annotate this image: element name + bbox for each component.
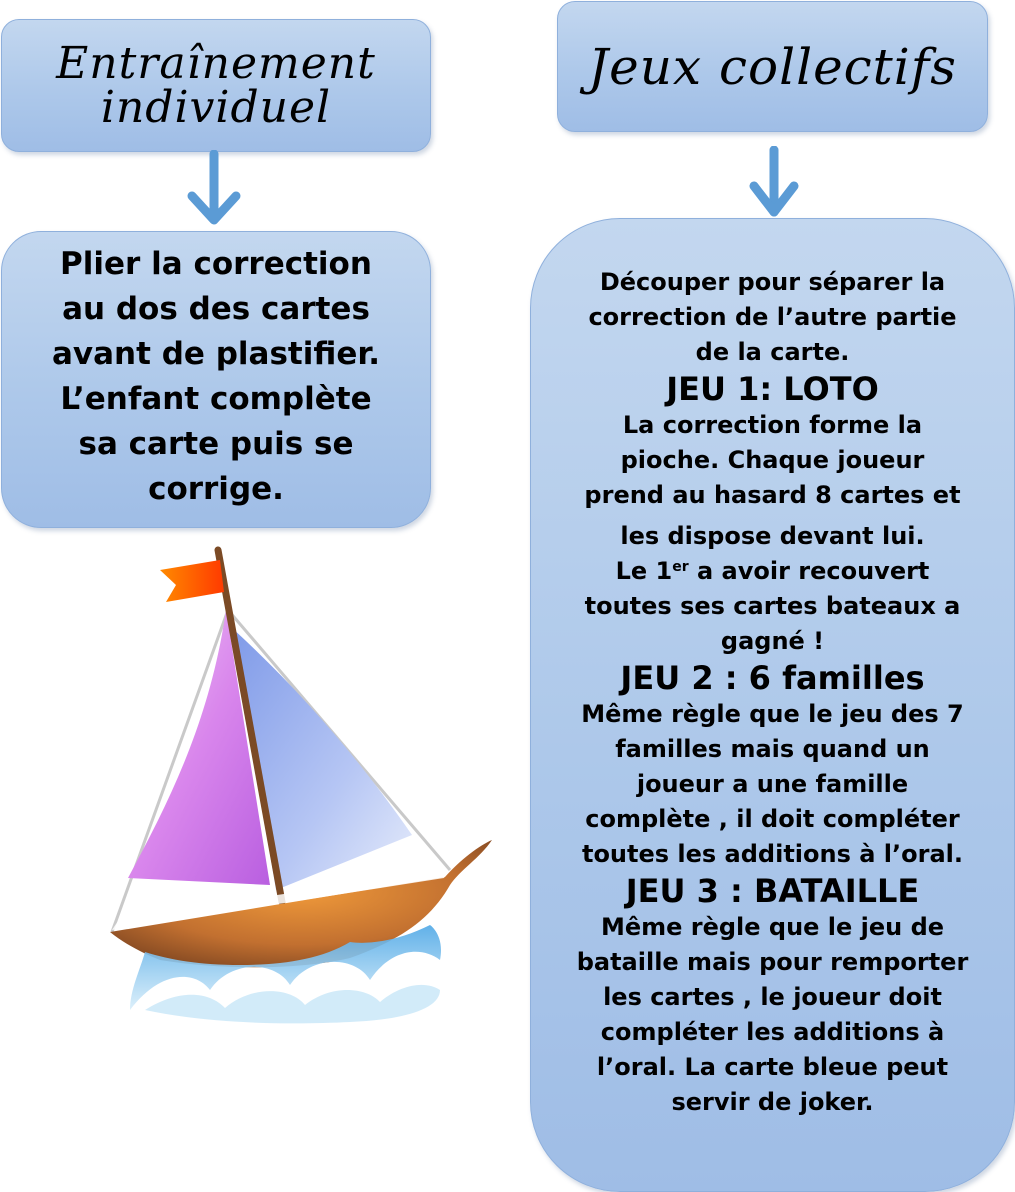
game-1-line: les dispose devant lui. (620, 522, 925, 550)
game-1-winner-line (616, 554, 930, 589)
winner-superscript: er (672, 559, 689, 575)
group-games-card (530, 218, 1015, 1192)
game-2-line: familles mais quand un (615, 735, 930, 763)
flag-icon (160, 560, 224, 602)
instruction-line: sa carte puis se (78, 425, 354, 462)
game-2-line: Même règle que le jeu des 7 (581, 700, 964, 728)
arrow-down-icon (744, 146, 804, 226)
individual-training-header (1, 19, 431, 152)
water-foam (145, 985, 440, 1023)
game-3-line: bataille mais pour remporter (576, 948, 969, 976)
intro-line: Découper pour séparer la (599, 268, 946, 296)
title-line-2: individuel (100, 81, 332, 133)
game-1-line: prend au hasard 8 cartes et (584, 481, 961, 509)
game-2-line: joueur a une famille (636, 770, 909, 798)
intro-line: correction de l’autre partie (588, 303, 957, 331)
individual-instructions-card (1, 231, 431, 528)
winner-suffix: a avoir recouvert (688, 557, 930, 585)
instruction-line: L’enfant complète (60, 380, 372, 417)
game-1-line: pioche. Chaque joueur (620, 446, 925, 474)
sailboat-illustration (100, 540, 500, 1040)
game-3-line: compléter les additions à (600, 1018, 945, 1046)
individual-training-title (56, 37, 376, 133)
instruction-line: Plier la correction (60, 245, 372, 282)
game-1-line: La correction forme la (622, 411, 923, 439)
game-2-title: JEU 2 : 6 familles (620, 659, 925, 697)
game-3-line: servir de joker. (671, 1088, 874, 1116)
game-3-line: l’oral. La carte bleue peut (596, 1053, 949, 1081)
intro-line: de la carte. (695, 338, 850, 366)
game-3-title: JEU 3 : BATAILLE (625, 872, 920, 910)
instruction-line: avant de plastifier. (51, 335, 380, 372)
game-1-line: toutes ses cartes bateaux a (584, 592, 961, 620)
game-3-line: Même règle que le jeu de (600, 913, 945, 941)
game-2-line: toutes les additions à l’oral. (581, 840, 964, 868)
game-1-title: JEU 1: LOTO (666, 370, 879, 408)
instruction-line: au dos des cartes (62, 290, 370, 327)
game-1-line: gagné ! (720, 627, 825, 655)
game-2-line: complète , il doit compléter (585, 805, 960, 833)
group-games-header (557, 1, 988, 132)
winner-prefix: Le 1 (615, 557, 673, 585)
group-games-title: Jeux collectifs (588, 37, 957, 96)
instruction-line: corrige. (148, 470, 284, 507)
game-3-line: les cartes , le joueur doit (603, 983, 942, 1011)
arrow-down-icon (184, 150, 244, 230)
title-line-1: Entraînement (56, 37, 376, 89)
